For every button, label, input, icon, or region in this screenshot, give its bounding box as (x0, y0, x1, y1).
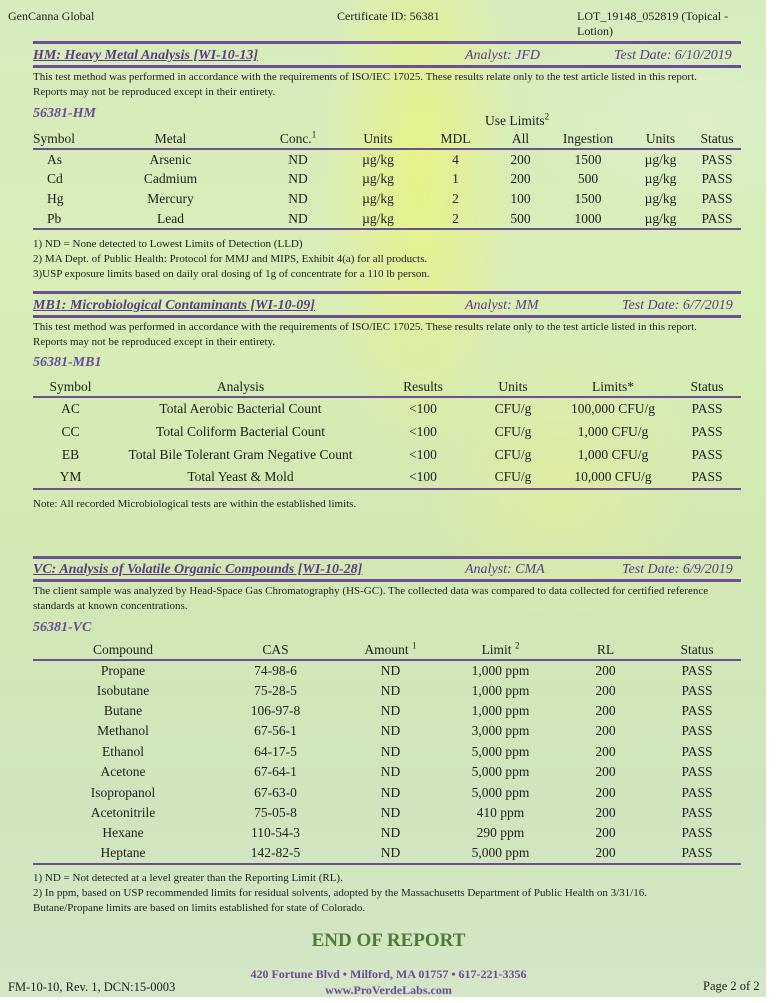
hm-cell-mdl: 1 (452, 171, 459, 186)
vc-cell-compound: Isobutane (96, 682, 150, 698)
vc-cell-cas: 64-17-5 (254, 743, 297, 759)
vc-section-title: VC: Analysis of Volatile Organic Compounds [WI-10-28] (33, 562, 363, 577)
vc-col-rl: RL (596, 642, 615, 657)
vc-cell-status: PASS (681, 804, 713, 820)
hm-cell-metal: Cadmium (143, 171, 198, 186)
vc-cell-compound: Hexane (102, 825, 144, 841)
mb-description: This test method was performed in accordance with the requirements of ISO/IEC 17025. These results relate only to the test article listed in this report. Reports may not be reproduced except in their entirety. (33, 321, 697, 348)
vc-cell-amount: ND (380, 662, 401, 678)
hm-table-body (33, 149, 741, 229)
mb-cell-symbol: AC (61, 401, 80, 416)
mb-cell-units: CFU/g (494, 469, 532, 484)
vc-cell-rl: 200 (595, 764, 616, 780)
hm-rule-bottom (33, 65, 741, 68)
hm-footnote: 2) MA Dept. of Public Health: Protocol for MMJ and MIPS, Exhibit 4(a) for all products. (33, 253, 428, 265)
hm-description: This test method was performed in accordance with the requirements of ISO/IEC 17025. These results relate only to the test article listed in this report. Reports may not be reproduced except in their entirety. (33, 71, 697, 98)
mb-analyst: Analyst: MM (465, 298, 539, 313)
vc-cell-cas: 142-82-5 (250, 845, 301, 861)
mb-col-limits: Limits* (591, 379, 634, 394)
mb-cell-limits: 1,000 CFU/g (577, 423, 649, 439)
mb-cell-status: PASS (691, 469, 723, 484)
vc-table-row (33, 762, 741, 782)
vc-cell-amount: ND (380, 723, 401, 739)
mb-table-row (33, 397, 741, 420)
hm-cell-units2: µg/kg (644, 151, 677, 167)
vc-table-body (33, 660, 741, 864)
hm-cell-mdl: 2 (452, 191, 459, 206)
vc-cell-amount: ND (380, 845, 401, 861)
amount-sup: 1 (412, 640, 417, 651)
hm-cell-metal: Lead (157, 210, 184, 226)
vc-cell-amount: ND (380, 825, 401, 841)
vc-cell-status: PASS (681, 845, 713, 861)
vc-cell-compound: Ethanol (102, 743, 144, 759)
vc-analyst: Analyst: CMA (465, 562, 545, 577)
hm-footnote: 3)USP exposure limits based on daily oral dosing of 1g of concentrate for a 110 lb person. (33, 268, 430, 280)
vc-cell-rl: 200 (595, 662, 616, 678)
mb-cell-limits: 1,000 CFU/g (577, 446, 649, 462)
vc-rule-bottom (33, 579, 741, 582)
mb-col-units: Units (498, 379, 528, 394)
vc-cell-cas: 75-28-5 (254, 682, 297, 698)
hm-col-units2: Units (645, 131, 676, 146)
vc-cell-limit: 5,000 ppm (471, 845, 530, 861)
lab-address: 420 Fortune Blvd • Milford, MA 01757 • 617-221-3356 (250, 967, 527, 981)
vc-table-row (33, 721, 741, 741)
hm-col-symbol: Symbol (33, 131, 76, 146)
vc-cell-limit: 1,000 ppm (471, 682, 530, 698)
hm-test-date: Test Date: 6/10/2019 (614, 48, 732, 63)
hm-cell-all: 200 (510, 171, 531, 186)
mb-cell-results: <100 (409, 446, 437, 462)
hm-cell-ingestion: 500 (577, 171, 599, 186)
vc-cell-status: PASS (681, 723, 713, 739)
mb-cell-analysis: Total Coliform Bacterial Count (156, 423, 325, 439)
vc-cell-status: PASS (681, 743, 713, 759)
mb-cell-units: CFU/g (494, 401, 532, 416)
hm-table-row (33, 189, 741, 209)
lot-label: LOT_19148_052819 (Topical - Lotion) (577, 9, 729, 38)
hm-col-mdl: MDL (440, 131, 471, 146)
vc-col-limit (443, 641, 558, 660)
hm-cell-units: µg/kg (362, 191, 394, 206)
mb-cell-limits: 10,000 CFU/g (574, 469, 652, 484)
vc-cell-compound: Propane (100, 662, 146, 678)
mb-sample-id: 56381-MB1 (33, 355, 102, 370)
amount-text: Amount (364, 642, 409, 657)
mb-cell-symbol: CC (61, 423, 80, 439)
hm-table-row (33, 149, 741, 169)
hm-cell-status: PASS (701, 191, 733, 206)
hm-table-row (33, 169, 741, 189)
vc-sample-id: 56381-VC (33, 620, 92, 635)
vc-col-compound: Compound (92, 642, 153, 657)
vc-table-row (33, 680, 741, 700)
hm-section-title: HM: Heavy Metal Analysis [WI-10-13] (33, 48, 259, 63)
hm-analyst: Analyst: JFD (465, 48, 541, 63)
mb-cell-results: <100 (409, 469, 437, 484)
vc-cell-amount: ND (380, 702, 401, 718)
vc-cell-cas: 110-54-3 (251, 825, 300, 841)
mb-cell-status: PASS (691, 446, 723, 462)
vc-table-row (33, 660, 741, 680)
mb-cell-analysis: Total Aerobic Bacterial Count (159, 401, 322, 416)
hm-col-all: All (511, 131, 530, 146)
vc-cell-limit: 1,000 ppm (471, 662, 530, 678)
mb-cell-results: <100 (409, 423, 437, 439)
mb-cell-analysis: Total Bile Tolerant Gram Negative Count (128, 446, 353, 462)
hm-cell-units2: µg/kg (644, 171, 677, 186)
page-number: Page 2 of 2 (703, 979, 760, 993)
conc-text: Conc. (279, 131, 312, 146)
hm-cell-units: µg/kg (362, 210, 394, 226)
mb-cell-symbol: YM (59, 469, 82, 484)
mb-cell-status: PASS (691, 423, 723, 439)
vc-col-amount (338, 641, 443, 660)
conc-sup: 1 (311, 129, 317, 140)
hm-cell-units2: µg/kg (644, 210, 677, 226)
hm-cell-mdl: 2 (452, 210, 459, 226)
vc-cell-rl: 200 (595, 825, 616, 841)
hm-cell-symbol: Cd (47, 171, 63, 186)
mb-table-row (33, 466, 741, 489)
mb-cell-units: CFU/g (494, 423, 532, 439)
hm-table (33, 130, 741, 230)
mb-cell-status: PASS (691, 401, 723, 416)
vc-description: The client sample was analyzed by Head-Space Gas Chromatography (HS-GC). The collected data was compared to data collected for certified reference standards at known concentrations. (33, 585, 709, 612)
vc-cell-status: PASS (681, 764, 713, 780)
end-of-report: END OF REPORT (311, 930, 466, 951)
vc-cell-status: PASS (681, 784, 713, 800)
mb-note: Note: All recorded Microbiological tests are within the established limits. (33, 498, 357, 510)
mb-cell-results: <100 (409, 401, 437, 416)
hm-cell-symbol: Pb (47, 210, 62, 226)
hm-cell-units: µg/kg (362, 171, 394, 186)
hm-cell-ingestion: 1500 (574, 191, 602, 206)
vc-cell-amount: ND (380, 804, 401, 820)
vc-cell-limit: 5,000 ppm (471, 743, 530, 759)
hm-cell-ingestion: 1500 (574, 151, 602, 167)
vc-cell-cas: 67-56-1 (254, 723, 297, 739)
hm-cell-mdl: 4 (452, 151, 459, 167)
vc-cell-amount: ND (380, 682, 401, 698)
vc-cell-cas: 67-64-1 (254, 764, 297, 780)
hm-cell-metal: Arsenic (149, 151, 192, 167)
mb-section-title: MB1: Microbiological Contaminants [WI-10-09] (33, 298, 315, 313)
mb-col-analysis: Analysis (216, 379, 265, 394)
mb-col-status: Status (690, 379, 724, 394)
hm-cell-status: PASS (701, 210, 733, 226)
vc-cell-rl: 200 (595, 804, 616, 820)
vc-table-row (33, 782, 741, 802)
vc-table-row (33, 844, 741, 864)
vc-cell-limit: 5,000 ppm (471, 764, 530, 780)
hm-col-status: Status (700, 131, 734, 146)
hm-cell-symbol: Hg (47, 191, 64, 206)
hm-cell-conc: ND (288, 171, 308, 186)
vc-table-row (33, 701, 741, 721)
vc-cell-compound: Isopropanol (90, 784, 156, 800)
vc-table (33, 641, 741, 865)
mb-cell-limits: 100,000 CFU/g (570, 401, 655, 416)
vc-cell-amount: ND (380, 743, 401, 759)
hm-footnote: 1) ND = None detected to Lowest Limits of Detection (LLD) (33, 238, 303, 250)
use-limits-text: Use Limits (485, 113, 545, 128)
hm-cell-conc: ND (288, 210, 308, 226)
company-name: GenCanna Global (8, 9, 95, 23)
mb-test-date: Test Date: 6/7/2019 (622, 298, 733, 313)
vc-cell-status: PASS (681, 662, 713, 678)
vc-cell-amount: ND (380, 784, 401, 800)
hm-col-conc (258, 130, 338, 149)
vc-cell-limit: 3,000 ppm (471, 723, 530, 739)
hm-cell-status: PASS (701, 171, 733, 186)
hm-cell-metal: Mercury (147, 191, 194, 206)
vc-cell-limit: 410 ppm (476, 804, 525, 820)
vc-cell-status: PASS (681, 682, 713, 698)
vc-table-row (33, 803, 741, 823)
hm-cell-all: 100 (510, 191, 531, 206)
vc-cell-rl: 200 (595, 702, 616, 718)
hm-col-ingestion: Ingestion (562, 131, 614, 146)
hm-header-row (33, 130, 741, 149)
mb-col-results: Results (403, 379, 443, 394)
limit-sup: 2 (514, 640, 520, 651)
hm-rule-top (33, 41, 741, 44)
vc-footnotes (33, 871, 647, 916)
use-limits-sup: 2 (544, 111, 550, 122)
vc-cell-compound: Acetone (100, 764, 146, 780)
vc-cell-compound: Methanol (97, 723, 149, 739)
limit-text: Limit (481, 642, 512, 657)
hm-col-metal: Metal (154, 131, 187, 146)
mb-table-body (33, 397, 741, 489)
vc-cell-limit: 1,000 ppm (471, 702, 530, 718)
hm-cell-units: µg/kg (362, 151, 394, 167)
vc-col-status: Status (680, 642, 714, 657)
hm-cell-all: 500 (510, 210, 531, 226)
vc-cell-compound: Butane (103, 702, 143, 718)
hm-table-row (33, 209, 741, 229)
vc-table-row (33, 823, 741, 843)
vc-cell-cas: 67-63-0 (254, 784, 297, 800)
mb-cell-symbol: EB (61, 446, 80, 462)
vc-cell-cas: 74-98-6 (254, 662, 297, 678)
vc-cell-rl: 200 (595, 845, 616, 861)
vc-header-row (33, 641, 741, 660)
vc-cell-limit: 5,000 ppm (471, 784, 530, 800)
vc-cell-status: PASS (681, 825, 713, 841)
vc-cell-status: PASS (681, 702, 713, 718)
form-id: FM-10-10, Rev. 1, DCN:15-0003 (8, 980, 176, 994)
mb-table-row (33, 420, 741, 443)
vc-cell-rl: 200 (595, 723, 616, 739)
hm-cell-ingestion: 1000 (574, 210, 602, 226)
vc-footnote: 1) ND = Not detected at a level greater than the Reporting Limit (RL). (33, 872, 343, 884)
mb-rule-bottom (33, 315, 741, 318)
hm-cell-conc: ND (288, 191, 308, 206)
vc-cell-compound: Heptane (100, 845, 146, 861)
mb-col-symbol: Symbol (49, 379, 92, 394)
vc-footnote: 2) In ppm, based on USP recommended limits for residual solvents, adopted by the Massachusetts Department of Public Health on 3/31/16. (33, 887, 647, 899)
hm-col-units: Units (363, 131, 393, 146)
vc-table-row (33, 742, 741, 762)
vc-cell-rl: 200 (595, 682, 616, 698)
hm-cell-all: 200 (510, 151, 531, 167)
vc-cell-rl: 200 (595, 784, 616, 800)
vc-cell-cas: 75-05-8 (254, 804, 297, 820)
vc-cell-limit: 290 ppm (476, 825, 525, 841)
vc-cell-cas: 106-97-8 (250, 702, 301, 718)
vc-rule-top (33, 556, 741, 559)
hm-sample-id: 56381-HM (33, 106, 96, 121)
certificate-id: Certificate ID: 56381 (337, 9, 440, 23)
hm-cell-status: PASS (701, 151, 733, 167)
vc-col-cas: CAS (262, 642, 289, 657)
mb-cell-units: CFU/g (494, 446, 532, 462)
mb-table (33, 378, 741, 490)
hm-cell-symbol: As (47, 151, 63, 167)
mb-table-row (33, 443, 741, 466)
hm-cell-conc: ND (288, 151, 308, 167)
vc-cell-rl: 200 (595, 743, 616, 759)
vc-cell-amount: ND (380, 764, 401, 780)
hm-cell-units2: µg/kg (644, 191, 677, 206)
vc-footnote: Butane/Propane limits are based on limits established for state of Colorado. (33, 902, 366, 914)
mb-rule-top (33, 291, 741, 294)
vc-test-date: Test Date: 6/9/2019 (622, 562, 733, 577)
mb-cell-analysis: Total Yeast & Mold (187, 469, 294, 484)
lab-website[interactable]: www.ProVerdeLabs.com (325, 983, 452, 997)
mb-header-row (33, 378, 741, 397)
hm-use-limits-label (485, 113, 549, 129)
vc-cell-compound: Acetonitrile (90, 804, 156, 820)
hm-footnotes (33, 237, 430, 282)
